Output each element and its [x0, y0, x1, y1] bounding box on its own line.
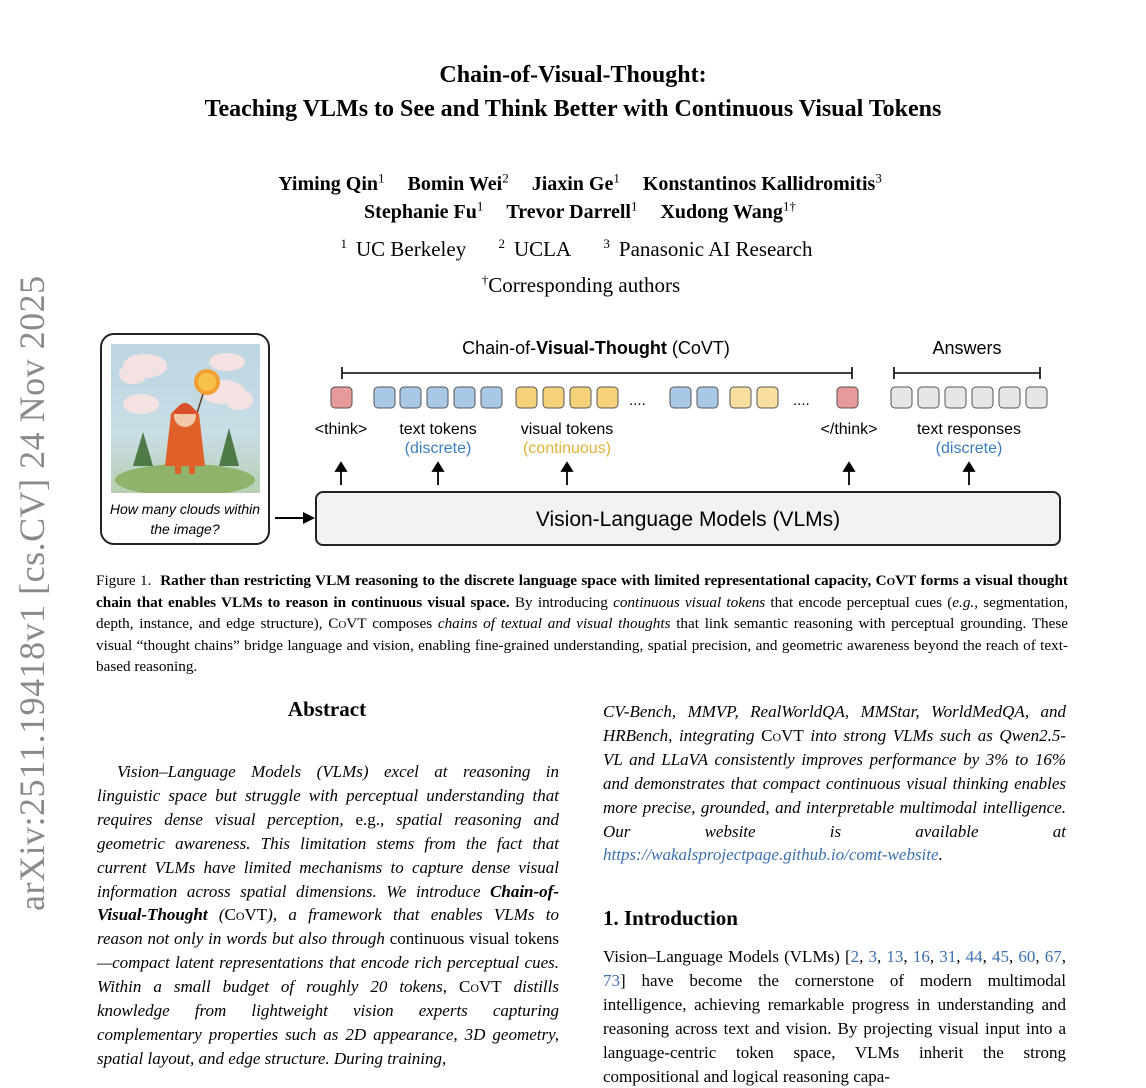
visual-token [543, 387, 564, 408]
citation-link[interactable]: 45 [991, 947, 1009, 966]
answer-token [945, 387, 966, 408]
citation-link[interactable]: 44 [965, 947, 983, 966]
authors-row-1 [0, 170, 1146, 196]
abstract-text-right: CV-Bench, MMVP, RealWorldQA, MMStar, WorldMedQA, and HRBench, integrating CoVT into strong VLMs such as Qwen2.5-VL and LLaVA consistently improves performance by 3% to 16% and demonstrates that compact continuous visual thinking enables more precise, grounded, and interpretable multimodal intelligence. Our website is available at https://wakalsprojectpage.github.io/comt-website. [603, 702, 1066, 865]
text-token [454, 387, 475, 408]
answer-token [972, 387, 993, 408]
text-token [481, 387, 502, 408]
text-tokens-label: text tokens [399, 421, 477, 438]
visual-token [516, 387, 537, 408]
author: Yiming Qin$^1$ [278, 170, 385, 195]
visual-tokens-label: visual tokens [520, 421, 614, 438]
answer-token [918, 387, 939, 408]
visual-token [570, 387, 591, 408]
author: Konstantinos Kallidromitis$^3$ [642, 170, 882, 195]
think-close-label: </think> [820, 421, 878, 438]
text-token [697, 387, 718, 408]
answer-token [1026, 387, 1047, 408]
doll-illustration [111, 344, 260, 493]
author: Bomin Wei$^2$ [407, 170, 509, 195]
citation-link[interactable]: 16 [912, 947, 930, 966]
affiliation: $^2$ UCLA [498, 236, 572, 261]
arxiv-stamp: arXiv:2511.19418v1 [cs.CV] 24 Nov 2025 [12, 275, 52, 911]
citation-link[interactable]: 13 [886, 947, 904, 966]
author: Stephanie Fu$^1$ [364, 198, 484, 223]
arrow-right-icon [275, 511, 317, 525]
citation-link[interactable]: 31 [939, 947, 957, 966]
text-token [400, 387, 421, 408]
text-tokens-sub: (discrete) [404, 440, 472, 457]
visual-token [597, 387, 618, 408]
affiliation: $^1$ UC Berkeley [340, 236, 467, 261]
title-line-1: Chain-of-Visual-Thought: [439, 62, 707, 88]
ellipsis: .... [793, 392, 810, 409]
citation-link[interactable]: 73 [603, 970, 620, 990]
website-link[interactable]: https://wakalsprojectpage.github.io/comt-website [603, 845, 939, 865]
covt-diagram [270, 330, 1070, 490]
citation-link[interactable]: 67 [1044, 947, 1062, 966]
authors-row-2 [0, 198, 1146, 224]
author: Jiaxin Ge$^1$ [531, 170, 620, 195]
figure-caption: Figure 1. Rather than restricting VLM reasoning to the discrete language space with limited representational capacity, CoVT forms a visual thought chain that enables VLMs to reason in continuous visual space. By introducing continuous visual tokens that encode perceptual cues (e.g., segmentation, depth, instance, and edge structure), CoVT composes chains of textual and visual thoughts that link semantic reasoning with perceptual grounding. These visual “thought chains” bridge language and vision, enabling fine-grained understanding, spatial precision, and geometric awareness beyond the reach of text-based reasoning. [96, 572, 1069, 675]
text-token [374, 387, 395, 408]
citation-link[interactable]: 2 [850, 947, 860, 966]
answers-label: Answers [932, 338, 1002, 358]
affiliation: $^3$ Panasonic AI Research [603, 236, 813, 261]
paper-title [0, 58, 1146, 126]
question-text: How many clouds within the image? [109, 501, 261, 537]
abstract-heading: Abstract [287, 697, 367, 721]
ellipsis: .... [629, 392, 646, 409]
citation-link[interactable]: 3 [868, 947, 878, 966]
affiliations [0, 236, 1146, 262]
corresponding-authors-note: †Corresponding authors [481, 272, 681, 297]
abstract-text-left: Vision–Language Models (VLMs) excel at reasoning in linguistic space but struggle with perceptual understanding that requires dense visual perception, e.g., spatial reasoning and geometric awareness. This limitation stems from the fact that current VLMs have limited mechanisms to capture dense visual information across spatial dimensions. We introduce Chain-of-Visual-Thought (CoVT), a framework that enables VLMs to reason not only in words but also through continuous visual tokens—compact latent representations that encode rich perceptual cues. Within a small budget of roughly 20 tokens, CoVT distills knowledge from lightweight vision experts capturing complementary properties such as 2D appearance, 3D geometry, spatial layout, and edge structure. During training, [97, 762, 559, 1068]
introduction-heading: 1. Introduction [603, 906, 738, 930]
introduction-text: Vision–Language Models (VLMs) [2, 3, 13, 16, 31, 44, 45, 60, 67, 73] have become the cornerstone of modern multimodal intelligence, achieving remarkable progress in understanding and reasoning across text and vision. By projecting visual input into a language-centric token space, VLMs inherit the strong compositional and logical reasoning capa- [603, 947, 1067, 1086]
author: Xudong Wang$^{1\dagger}$ [660, 198, 796, 223]
covt-label: Chain-of-Visual-Thought (CoVT) [462, 338, 730, 358]
answer-token [999, 387, 1020, 408]
think-open-label: <think> [314, 421, 368, 438]
vlm-box: Vision-Language Models (VLMs) [315, 491, 1061, 546]
visual-token [757, 387, 778, 408]
text-token [427, 387, 448, 408]
citation-link[interactable]: 60 [1018, 947, 1036, 966]
visual-token [730, 387, 751, 408]
visual-tokens-sub: (continuous) [522, 440, 612, 457]
answer-token [891, 387, 912, 408]
think-token [331, 387, 352, 408]
text-responses-label: text responses [916, 421, 1022, 438]
text-responses-sub: (discrete) [935, 440, 1003, 457]
title-line-2: Teaching VLMs to See and Think Better with Continuous Visual Tokens [204, 96, 942, 122]
text-token [670, 387, 691, 408]
author: Trevor Darrell$^1$ [506, 198, 638, 223]
think-token [837, 387, 858, 408]
